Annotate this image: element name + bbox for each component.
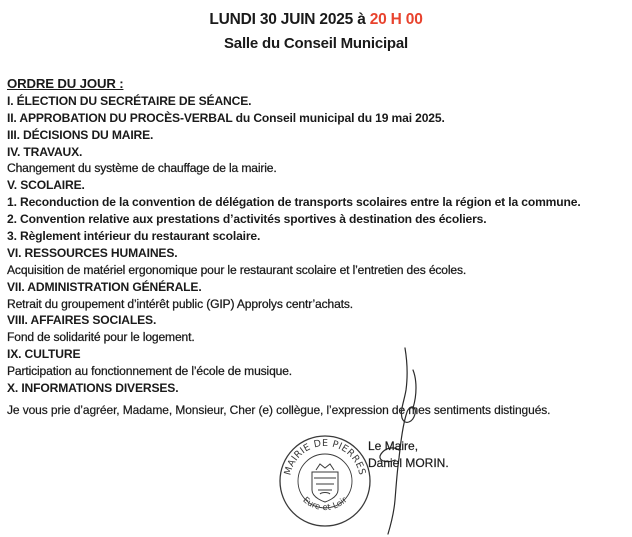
agenda-item: VI. RESSOURCES HUMAINES.: [7, 245, 178, 260]
town-hall-seal: [276, 432, 374, 530]
svg-text:Eure-et-Loir: [301, 495, 350, 513]
seal-bottom-text: Eure-et-Loir: [300, 495, 350, 514]
agenda-item: X. INFORMATIONS DIVERSES.: [7, 381, 179, 396]
meeting-time: 20 H 00: [369, 11, 423, 28]
agenda-item: IV. TRAVAUX.: [7, 144, 83, 159]
agenda: [7, 76, 627, 397]
agenda-item: II. APPROBATION DU PROCÈS-VERBAL du Conseil municipal du 19 mai 2025.: [7, 110, 445, 125]
agenda-detail: Fond de solidarité pour le logement.: [7, 330, 195, 345]
seal-emblem: [312, 464, 338, 502]
agenda-detail: Retrait du groupement d’intérêt public (GIP) Approlys centr’achats.: [7, 296, 353, 311]
agenda-item: I. ÉLECTION DU SECRÉTAIRE DE SÉANCE.: [7, 93, 252, 108]
agenda-detail: Acquisition de matériel ergonomique pour le restaurant scolaire et l’entretien des écoles.: [7, 262, 467, 277]
closing-formula: Je vous prie d’agréer, Madame, Monsieur, Cher (e) collègue, l’expression de mes sentiments distingués.: [7, 403, 551, 417]
agenda-heading: ORDRE DU JOUR :: [7, 76, 124, 91]
signatory-name: Daniel MORIN.: [368, 456, 449, 470]
agenda-item: 2. Convention relative aux prestations d’activités sportives à destination des écoliers.: [7, 212, 487, 227]
agenda-item: VIII. AFFAIRES SOCIALES.: [7, 313, 157, 328]
agenda-item: III. DÉCISIONS DU MAIRE.: [7, 127, 154, 142]
svg-text:MAIRIE DE PIERRES: [282, 438, 367, 476]
agenda-detail: Participation au fonctionnement de l’école de musique.: [7, 364, 293, 379]
meeting-date: LUNDI 30 JUIN 2025 à: [209, 11, 370, 28]
signatory-title: Le Maire,: [368, 439, 419, 453]
agenda-detail: Changement du système de chauffage de la mairie.: [7, 161, 277, 176]
seal-top-text: MAIRIE DE PIERRES: [282, 437, 368, 477]
agenda-item: VII. ADMINISTRATION GÉNÉRALE.: [7, 279, 202, 294]
signature-block: [368, 438, 449, 472]
agenda-list: [7, 93, 627, 397]
agenda-item: V. SCOLAIRE.: [7, 178, 85, 193]
agenda-item: 3. Règlement intérieur du restaurant scolaire.: [7, 229, 261, 244]
agenda-item: IX. CULTURE: [7, 347, 81, 362]
agenda-item: 1. Reconduction de la convention de délégation de transports scolaires entre la région et la commune.: [7, 195, 581, 210]
meeting-date-time: [0, 11, 632, 29]
meeting-venue: Salle du Conseil Municipal: [224, 35, 408, 52]
